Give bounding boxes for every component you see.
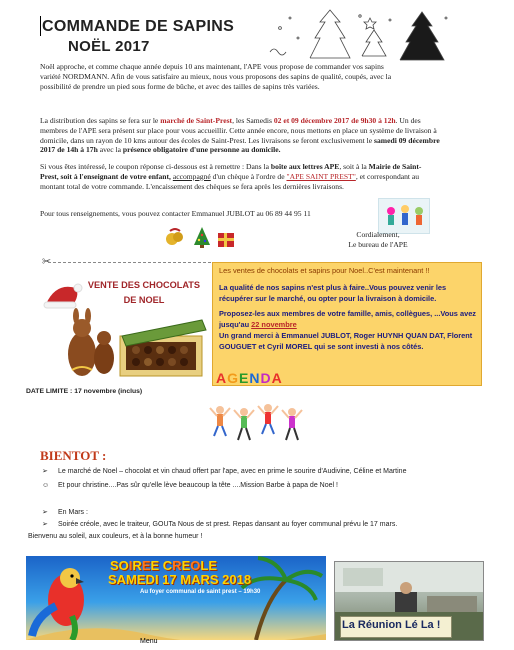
agenda-letter: D <box>260 370 272 386</box>
reunion-sign-text: La Réunion Lé La ! <box>342 619 441 631</box>
distribution-paragraph: La distribution des sapins se fera sur le marché de Saint-Prest, les Samedis 02 et 09 décembre 2017 de 9h30 à 12h. Un des membres de l'APE sera présent sur place pour vous accueillir. Cette année encore, nous mettons en place un système de livraison à domicile, dans un rayon de 10 kms autour des écoles de Saint-Prest. Les livraisons se feront exclusivement le samedi 09 décembre 2017 de 14h à 17h avec la présence obligatoire d'une personne au domicile. <box>40 116 440 155</box>
smiley-bullet-icon: ☺ <box>42 482 50 489</box>
banner-title-letter: L <box>200 558 209 573</box>
agenda-letter: E <box>239 370 250 386</box>
coupon-instructions-paragraph: Si vous êtes intéressé, le coupon réponse ci-dessous est à remettre : Dans la boîte aux lettres APE, soit à la Mairie de Saint-Prest, soit à l'enseignant de votre enfant, accompagné d'un chèque à l'ordre de "APE SAINT PREST", et correspondant au montant total de votre commande. L'encaissement des chèques se fera après les dernières livraisons. <box>40 162 422 191</box>
banner-title-letter: R <box>132 558 142 573</box>
agenda-item: ☺ Et pour christine....Pas sûr qu'elle lève beaucoup la tête ....Mission Barbe à papa de Noel ! <box>42 482 338 489</box>
arrow-bullet-icon: ➢ <box>42 509 48 516</box>
agenda-title <box>216 370 283 386</box>
agenda-item: Bienvenu au soleil, aux couleurs, et à la bonne humeur ! <box>28 533 203 540</box>
christmas-decoration-icons <box>162 225 242 249</box>
agenda-letter: A <box>216 370 228 386</box>
agenda-letter: A <box>271 370 283 386</box>
page-subtitle: NOËL 2017 <box>68 38 150 55</box>
banner-date: SAMEDI 17 MARS 2018 <box>108 572 252 587</box>
bientot-heading: BIENTOT : <box>40 448 107 463</box>
agenda-item: ➢ Le marché de Noel – chocolat et vin chaud offert par l'ape, avec en prime le sourire d'Audivine, Céline et Martine <box>42 468 407 475</box>
banner-title-letter: E <box>141 558 151 573</box>
closing-signature: Cordialement, Le bureau de l'APE <box>348 230 408 249</box>
children-drawing-image <box>378 198 430 234</box>
santa-hat-icon <box>44 284 82 308</box>
banner-title-letter: O <box>190 558 201 573</box>
announcement-heading: Les ventes de chocolats et sapins pour Noel..C'est maintenant !! <box>219 266 430 275</box>
agenda-letter: N <box>249 370 261 386</box>
banner-title <box>110 558 217 573</box>
banner-title-letter: E <box>208 558 217 573</box>
gift-icon <box>218 233 234 247</box>
tree-icon <box>194 227 210 248</box>
announcement-quality-text: La qualité de nos sapins n'est plus à faire..Vous pouvez venir les récupérer sur le marché, ou opter pour la livraison à domicile. <box>219 283 447 303</box>
bells-icon <box>166 229 183 245</box>
page-title: COMMANDE DE SAPINS <box>42 18 235 35</box>
jumping-people-illustration <box>208 400 304 446</box>
intro-paragraph: Noël approche, et comme chaque année depuis 10 ans maintenant, l'APE vous propose de commander vos sapins variété NORDMANN. Afin de vous satisfaire au mieux, nous vous proposons des sapins de qualité, coupés, avec la possibilité de prendre un pied sous forme de bûche, et avec des tailles de sapins très variées. <box>40 62 392 91</box>
announcement-thanks-text: Proposez-les aux membres de votre famille, amis, collègues, ...Vous avez jusqu'au 22 novembre Un grand merci à Emmanuel JUBLOT, Roger HUYNH QUAN DAT, Florent GOUGUET et Cyril MOREL qui se sont investi à nos côtés. <box>219 309 476 351</box>
agenda-letter: G <box>227 370 240 386</box>
arrow-bullet-icon: ➢ <box>42 521 48 528</box>
banner-title-letter: R <box>172 558 182 573</box>
chocolate-figures-icon <box>68 308 114 376</box>
chocolate-box-icon <box>120 320 206 376</box>
agenda-item: ➢ Soirée créole, avec le traiteur, GOUTa Nous de st prest. Repas dansant au foyer communal prévu le 17 mars. <box>42 521 398 528</box>
banner-title-letter: S <box>110 558 119 573</box>
contact-paragraph: Pour tous renseignements, vous pouvez contacter Emmanuel JUBLOT au 06 89 44 95 11 <box>40 209 311 218</box>
banner-title-letter: I <box>128 558 133 573</box>
arrow-bullet-icon: ➢ <box>42 468 48 475</box>
banner-title-letter: O <box>118 558 129 573</box>
banner-title-letter: E <box>181 558 191 573</box>
chocolate-sale-title: VENTE DES CHOCOLATS DE NOEL <box>87 280 201 305</box>
agenda-item: ➢ En Mars : <box>42 509 88 516</box>
banner-title-letter: E <box>150 558 160 573</box>
deadline-text: DATE LIMITE : 17 novembre (inclus) <box>26 388 143 395</box>
banner-subtitle: Au foyer communal de saint prest – 19h30 <box>140 589 261 595</box>
text-cursor <box>40 16 41 36</box>
scissors-icon: ✂ <box>42 255 52 268</box>
christmas-trees-illustration <box>250 8 450 62</box>
menu-label: Menu <box>140 638 158 645</box>
banner-title-letter: C <box>162 558 173 573</box>
